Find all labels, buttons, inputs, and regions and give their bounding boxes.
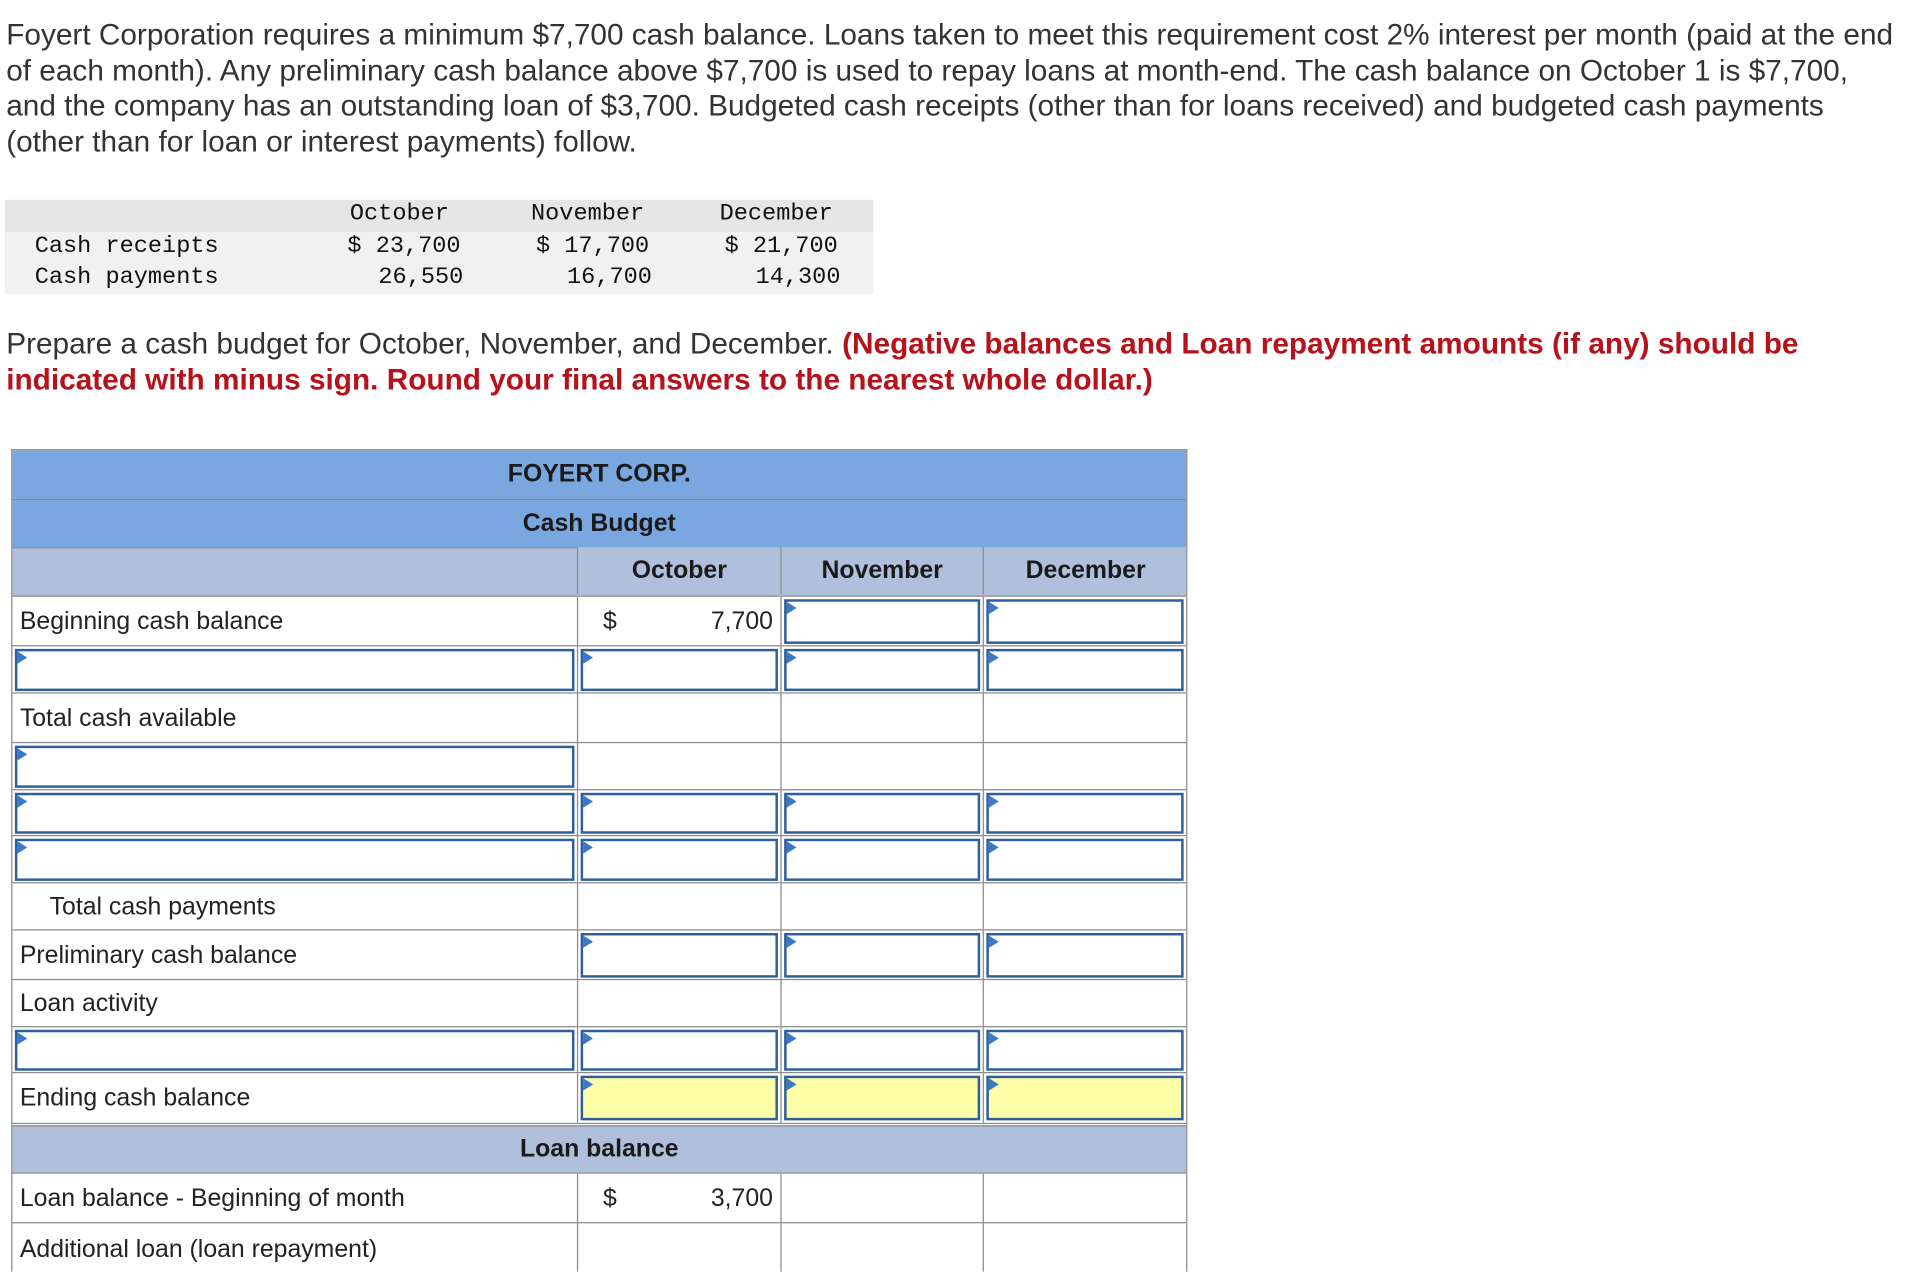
cell-additional-loan-december [983,1223,1186,1271]
cell-receipts-november [780,646,982,693]
cell-blank-november [780,743,982,790]
dropdown-indicator-icon [583,795,593,807]
row-loan-activity-entry [12,1026,1186,1073]
company-name-band [12,450,1186,498]
cell-blank-december [983,743,1186,790]
cell-preliminary-cash-november [780,931,982,981]
cell-loan-balance-beginning-december [983,1174,1186,1224]
row-additional-loan [12,1222,1186,1272]
input-receipts-label[interactable] [15,649,575,691]
given-receipts-november: $ 17,700 [535,232,650,260]
input-beginning-cash-december[interactable] [986,599,1183,644]
cell-beginning-cash-december [983,597,1186,647]
dropdown-indicator-icon [787,841,797,853]
dropdown-indicator-icon [17,748,27,760]
cell-total-cash-payments-november [780,883,982,930]
label-total-cash-available: Total cash available [19,704,237,732]
label-ending-cash: Ending cash balance [19,1083,251,1112]
input-payment-2-december[interactable] [986,839,1183,881]
loan-balance-title: Loan balance [519,1135,679,1163]
row-total-cash-available [12,692,1186,743]
cell-beginning-cash-november [780,597,982,647]
amount-loan-balance-beginning-october: 3,700 [710,1184,773,1212]
input-ending-cash-december[interactable] [986,1076,1183,1121]
cell-ending-cash-october [577,1073,780,1123]
problem-statement: Foyert Corporation requires a minimum $7,700 cash balance. Loans taken to meet this requirement cost 2% interest per month (paid at the end of each month). Any preliminary cash balance above $7,700 is used to repay loans at month-end. The cash balance on October 1 is $7,700, and the company has an outstanding loan of $3,700. Budgeted cash receipts (other than for loans received) and budgeted cash payments (other than for loan or interest payments) follow. [6,18,1894,159]
dropdown-indicator-icon [989,935,999,947]
dropdown-indicator-icon [583,841,593,853]
row-beginning-cash [12,596,1186,647]
dropdown-indicator-icon [787,602,797,614]
dropdown-indicator-icon [17,795,27,807]
input-preliminary-cash-october[interactable] [581,933,778,978]
input-preliminary-cash-november[interactable] [784,933,980,978]
loan-balance-band [12,1125,1186,1173]
dropdown-indicator-icon [583,1032,593,1044]
dropdown-indicator-icon [989,795,999,807]
given-header-november: November [531,199,645,228]
cell-payment-2-november [780,836,982,883]
input-payment-2-october[interactable] [581,839,778,881]
cell-total-cash-payments-october [577,883,780,930]
cell-loan-activity-november [780,980,982,1027]
label-preliminary-cash: Preliminary cash balance [19,941,298,969]
dropdown-indicator-icon [989,1078,999,1090]
given-header-october: October [349,199,449,228]
cell-total-cash-payments-december [983,883,1186,930]
cell-loan-entry-december [983,1027,1186,1073]
row-receipts-entry [12,645,1186,693]
dropdown-indicator-icon [583,651,593,663]
input-ending-cash-october[interactable] [581,1076,778,1121]
given-row-label-receipts: Cash receipts [34,232,219,260]
dropdown-indicator-icon [787,795,797,807]
cell-total-cash-available-november [780,694,982,744]
input-payment-2-label[interactable] [15,839,575,881]
dropdown-indicator-icon [583,1078,593,1090]
instructions-emphasis: (Negative balances and Loan repayment amounts (if any) should be indicated with minus sign. Round your final answers to the nearest whole dollar.) [6,327,1799,398]
row-payment-entry-2 [12,835,1186,883]
month-header-november: November [780,547,982,594]
cell-preliminary-cash-december [983,931,1186,981]
dropdown-indicator-icon [583,935,593,947]
label-loan-balance-beginning: Loan balance - Beginning of month [19,1184,405,1212]
input-payment-1-label[interactable] [15,793,575,834]
input-beginning-cash-november[interactable] [784,599,980,644]
instructions [6,326,1917,398]
cash-budget-table [11,449,1187,1272]
cell-ending-cash-december [983,1073,1186,1123]
month-header-october: October [577,547,780,594]
row-payment-entry-1 [12,789,1186,836]
cell-receipts-december [983,646,1186,693]
cell-total-cash-available-december [983,694,1186,744]
dropdown-indicator-icon [989,1032,999,1044]
input-payments-section-label[interactable] [15,746,575,788]
cell-beginning-cash-october [577,597,780,647]
dropdown-indicator-icon [989,651,999,663]
currency-symbol: $ [602,1184,617,1212]
dropdown-indicator-icon [787,935,797,947]
cell-loan-entry-october [577,1027,780,1073]
dropdown-indicator-icon [17,841,27,853]
company-name: FOYERT CORP. [507,460,691,488]
month-header-december: December [983,547,1188,594]
label-total-cash-payments: Total cash payments [49,892,276,920]
row-preliminary-cash [12,929,1186,980]
budget-title-band [12,499,1186,549]
dropdown-indicator-icon [787,1032,797,1044]
label-beginning-cash: Beginning cash balance [19,607,284,635]
cell-payment-1-october [577,790,780,836]
input-receipts-november[interactable] [784,649,980,691]
cell-payment-2-december [983,836,1186,883]
input-payment-2-november[interactable] [784,839,980,881]
dropdown-indicator-icon [989,602,999,614]
cell-loan-balance-beginning-october [577,1174,780,1224]
cell-loan-activity-october [577,980,780,1027]
cell-payment-2-october [577,836,780,883]
currency-symbol: $ [602,607,617,635]
dropdown-indicator-icon [787,651,797,663]
cell-preliminary-cash-october [577,931,780,981]
row-payments-label-entry [12,742,1186,790]
dropdown-indicator-icon [787,1078,797,1090]
label-loan-activity: Loan activity [19,989,158,1017]
given-payments-october: 26,550 [378,263,464,291]
dropdown-indicator-icon [17,1032,27,1044]
given-data-table [5,200,873,294]
input-receipts-december[interactable] [986,649,1183,691]
input-receipts-october[interactable] [581,649,778,691]
input-ending-cash-november[interactable] [784,1076,980,1121]
given-receipts-october: $ 23,700 [347,232,461,260]
row-loan-activity [12,979,1186,1027]
budget-title: Cash Budget [522,509,676,538]
cell-payment-1-december [983,790,1186,836]
label-additional-loan: Additional loan (loan repayment) [19,1235,378,1263]
given-payments-november: 16,700 [566,263,652,291]
row-ending-cash [12,1072,1186,1127]
given-header-december: December [719,199,833,228]
input-loan-entry-october[interactable] [581,1030,778,1071]
input-loan-activity-label[interactable] [15,1030,575,1071]
cell-blank-october [577,743,780,790]
cell-receipts-october [577,646,780,693]
cell-additional-loan-november [780,1223,982,1271]
cell-loan-activity-december [983,980,1186,1027]
cell-loan-entry-november [780,1027,982,1073]
dropdown-indicator-icon [17,651,27,663]
row-total-cash-payments [12,882,1186,930]
cell-payment-1-november [780,790,982,836]
input-payment-1-october[interactable] [581,793,778,834]
cell-total-cash-available-october [577,694,780,744]
amount-beginning-cash-october: 7,700 [710,607,773,635]
input-payment-1-december[interactable] [986,793,1183,834]
cell-ending-cash-november [780,1073,982,1123]
instructions-text: Prepare a cash budget for October, November, and December. [6,327,834,362]
input-payment-1-november[interactable] [784,793,980,834]
input-loan-entry-november[interactable] [784,1030,980,1071]
row-loan-balance-beginning [12,1172,1186,1223]
cell-loan-balance-beginning-november [780,1174,982,1224]
given-payments-december: 14,300 [755,263,841,291]
given-row-label-payments: Cash payments [34,263,219,291]
input-loan-entry-december[interactable] [986,1030,1183,1071]
dropdown-indicator-icon [989,841,999,853]
cell-additional-loan-october [577,1223,780,1271]
given-receipts-december: $ 21,700 [724,232,838,260]
input-preliminary-cash-december[interactable] [986,933,1183,978]
